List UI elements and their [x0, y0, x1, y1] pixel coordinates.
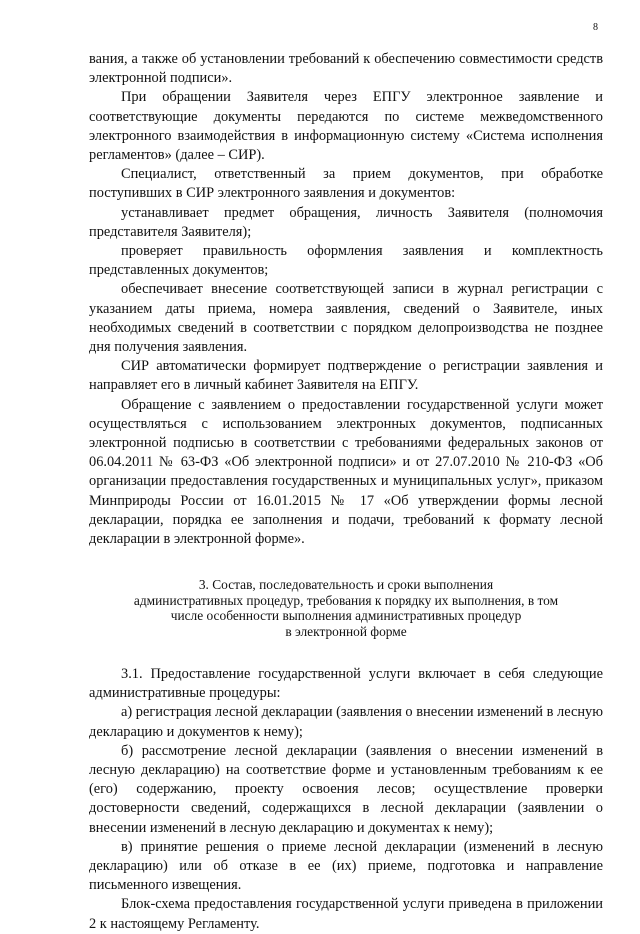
document-body — [89, 50, 603, 934]
paragraph-duty-check: проверяет правильность оформления заявления и комплектность представленных документов; — [89, 243, 603, 279]
section-heading-line: 3. Состав, последовательность и сроки выполнения — [198, 577, 494, 593]
section-heading-line: числе особенности выполнения административных процедур — [170, 608, 522, 624]
paragraph-procedure-a: а) регистрация лесной декларации (заявления о внесении изменений в лесную декларацию и документов к нему); — [89, 704, 603, 740]
paragraph-sir-confirmation: СИР автоматически формирует подтверждение о регистрации заявления и направляет его в личный кабинет Заявителя на ЕПГУ. — [89, 358, 603, 394]
paragraph-epgu-submission: При обращении Заявителя через ЕПГУ электронное заявление и соответствующие документы передаются по системе межведомственного электронного взаимодействия в информационную систему «Система исполнения регламентов» (далее – СИР). — [89, 89, 603, 164]
paragraph-flowchart-reference: Блок-схема предоставления государственной услуги приведена в приложении 2 к настоящему Регламенту. — [89, 896, 603, 932]
page-number: 8 — [593, 22, 598, 33]
paragraph-duty-registration: обеспечивает внесение соответствующей записи в журнал регистрации с указанием даты приема, номера заявления, сведений о Заявителе, иных необходимых сведений в соответствии с порядком делопроизводства не позднее дня получения заявления. — [89, 281, 603, 356]
paragraph-continuation: вания, а также об установлении требований к обеспечению совместимости средств электронной подписи». — [89, 51, 603, 87]
paragraph-specialist-duties: Специалист, ответственный за прием документов, при обработке поступивших в СИР электронного заявления и документов: — [89, 166, 603, 202]
paragraph-procedures-intro: 3.1. Предоставление государственной услуги включает в себя следующие административные процедуры: — [89, 665, 603, 702]
section-heading-line: административных процедур, требования к порядку их выполнения, в том — [133, 592, 559, 608]
section-heading — [89, 577, 603, 639]
paragraph-electronic-documents: Обращение с заявлением о предоставлении государственной услуги может осуществляться с использованием электронных документов, подписанных электронной подписью в соответствии с требованиями федеральных законов от 06.04.2011 № 63-ФЗ «Об электронной подписи» и от 27.07.2010 № 210-ФЗ «Об организации предоставления государственных и муниципальных услуг», приказом Минприроды России от 16.01.2015 № 17 «Об утверждении формы лесной декларации, порядка ее заполнения и подачи, требований к формату лесной декларации в электронной форме». — [89, 396, 603, 548]
paragraph-procedure-c: в) принятие решения о приеме лесной декларации (изменений в лесную декларацию) или об отказе в ее (их) приеме, подготовка и направление письменного извещения. — [89, 838, 603, 894]
paragraph-procedure-b: б) рассмотрение лесной декларации (заявления о внесении изменений в лесную декларацию) на соответствие форме и установленным требованиям к ее (его) содержанию, проекту освоения лесов; осуществление проверки достоверности сведений, содержащихся в лесной декларации (заявлении о внесении изменений в лесную декларацию и документах к нему); — [89, 742, 603, 836]
section-heading-line: в электронной форме — [285, 623, 407, 639]
paragraph-duty-identity: устанавливает предмет обращения, личность Заявителя (полномочия представителя Заявителя); — [89, 204, 603, 240]
